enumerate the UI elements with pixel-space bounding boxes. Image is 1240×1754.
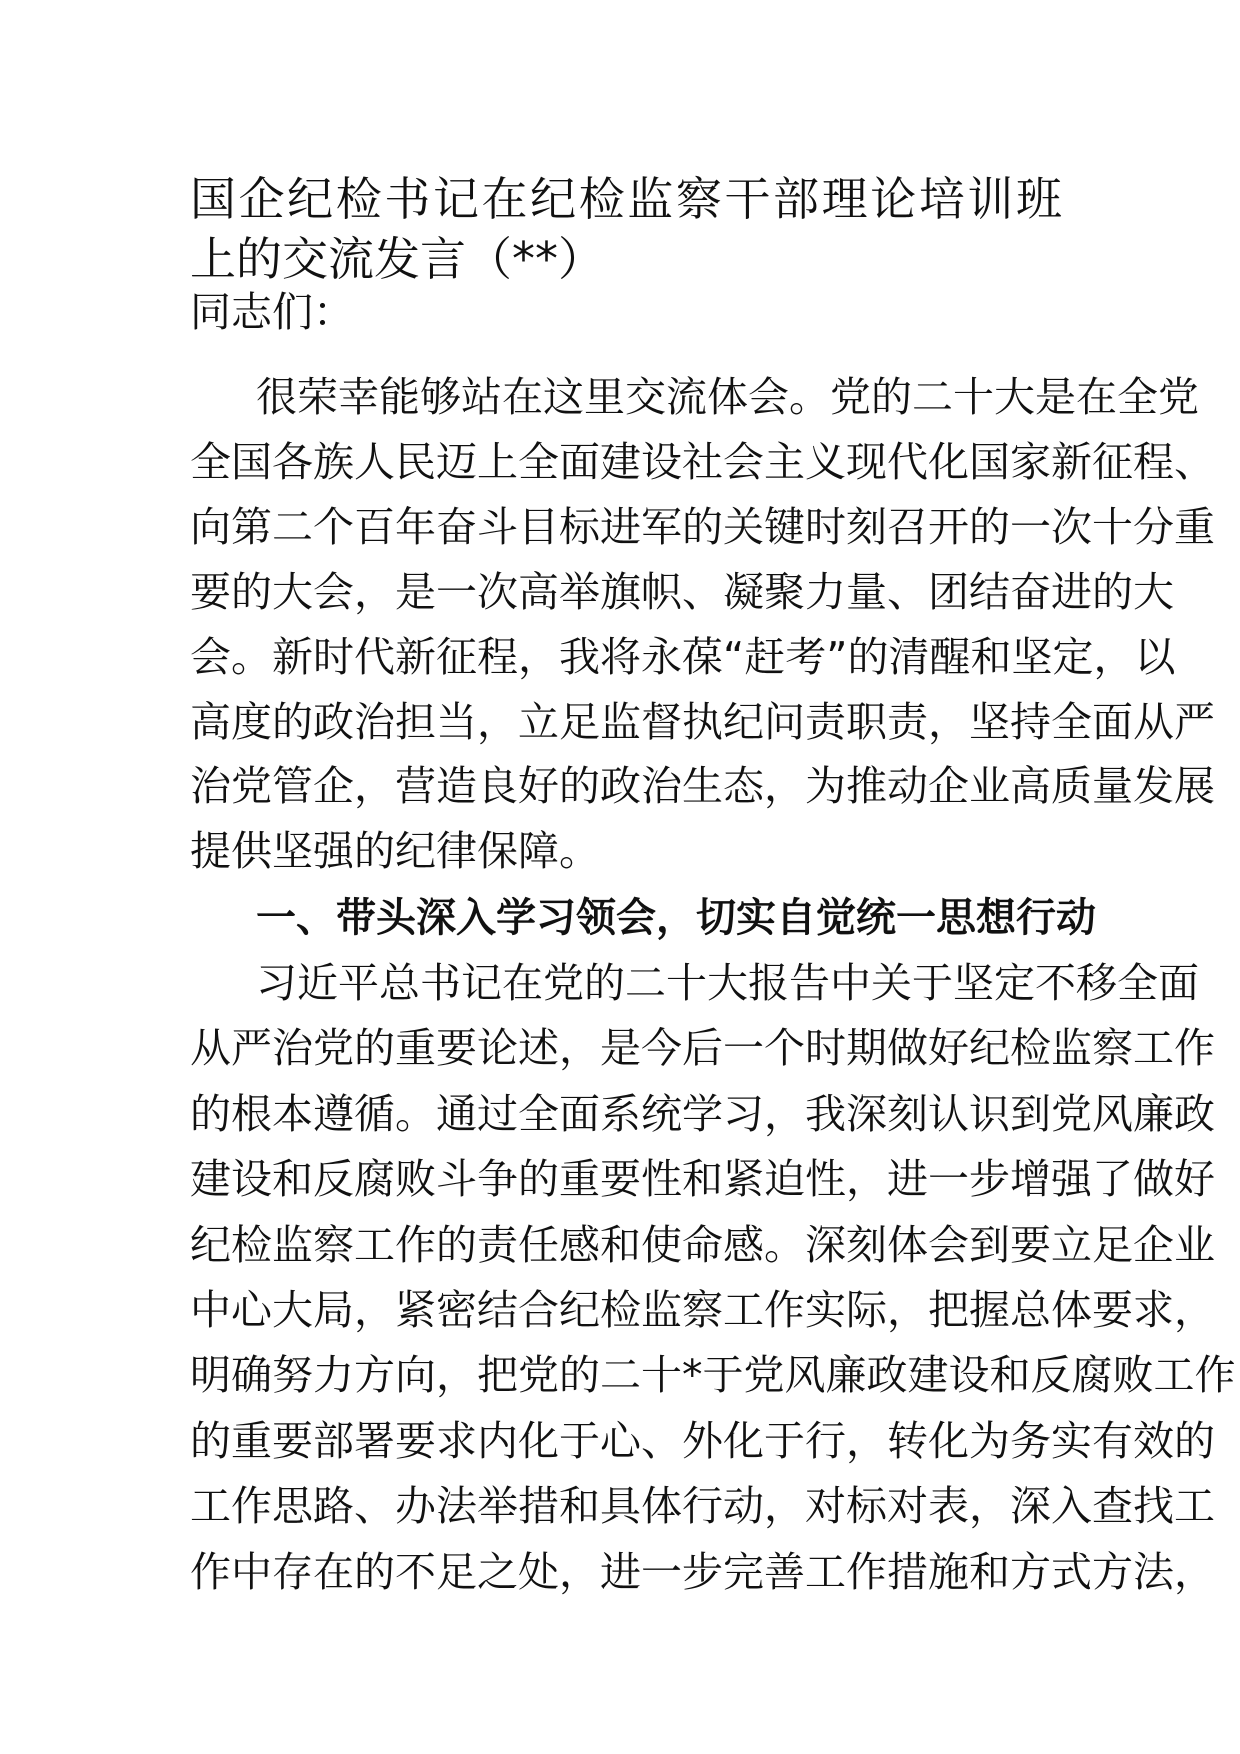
- paragraph-line: 明确努力方向，把党的二十*于党风廉政建设和反腐败工作: [190, 1351, 1236, 1400]
- paragraph-line: 作中存在的不足之处，进一步完善工作措施和方式方法，: [190, 1547, 1215, 1596]
- paragraph-line: 治党管企，营造良好的政治生态，为推动企业高质量发展: [190, 762, 1215, 811]
- paragraph-line: 提供坚强的纪律保障。: [190, 827, 600, 876]
- paragraph-line: 全国各族人民迈上全面建设社会主义现代化国家新征程、: [190, 437, 1215, 486]
- paragraph-line: 的重要部署要求内化于心、外化于行，转化为务实有效的: [190, 1416, 1215, 1465]
- paragraph-line: 很荣幸能够站在这里交流体会。党的二十大是在全党: [256, 373, 1199, 421]
- paragraph-line: 纪检监察工作的责任感和使命感。深刻体会到要立足企业: [190, 1220, 1215, 1269]
- paragraph-line: 向第二个百年奋斗目标进军的关键时刻召开的一次十分重: [190, 502, 1215, 551]
- paragraph-line: 中心大局，紧密结合纪检监察工作实际，把握总体要求，: [190, 1286, 1215, 1334]
- paragraph-line: 会。新时代新征程，我将永葆“赶考”的清醒和坚定，以: [190, 632, 1176, 681]
- salutation: 同志们：: [190, 288, 354, 336]
- paragraph-line: 习近平总书记在党的二十大报告中关于坚定不移全面: [256, 959, 1199, 1007]
- paragraph-line: 建设和反腐败斗争的重要性和紧迫性，进一步增强了做好: [190, 1155, 1215, 1204]
- paragraph-line: 高度的政治担当，立足监督执纪问责职责，坚持全面从严: [190, 697, 1215, 746]
- title-line: 上的交流发言（**）: [190, 232, 604, 286]
- paragraph-line: 要的大会，是一次高举旗帜、凝聚力量、团结奋进的大: [190, 567, 1174, 616]
- title-line: 国企纪检书记在纪检监察干部理论培训班: [190, 172, 1062, 226]
- paragraph-line: 工作思路、办法举措和具体行动，对标对表，深入查找工: [190, 1482, 1215, 1531]
- section-heading: 一、带头深入学习领会，切实自觉统一思想行动: [256, 895, 1096, 941]
- paragraph-line: 从严治党的重要论述，是今后一个时期做好纪检监察工作: [190, 1024, 1215, 1073]
- paragraph-line: 的根本遵循。通过全面系统学习，我深刻认识到党风廉政: [190, 1089, 1215, 1138]
